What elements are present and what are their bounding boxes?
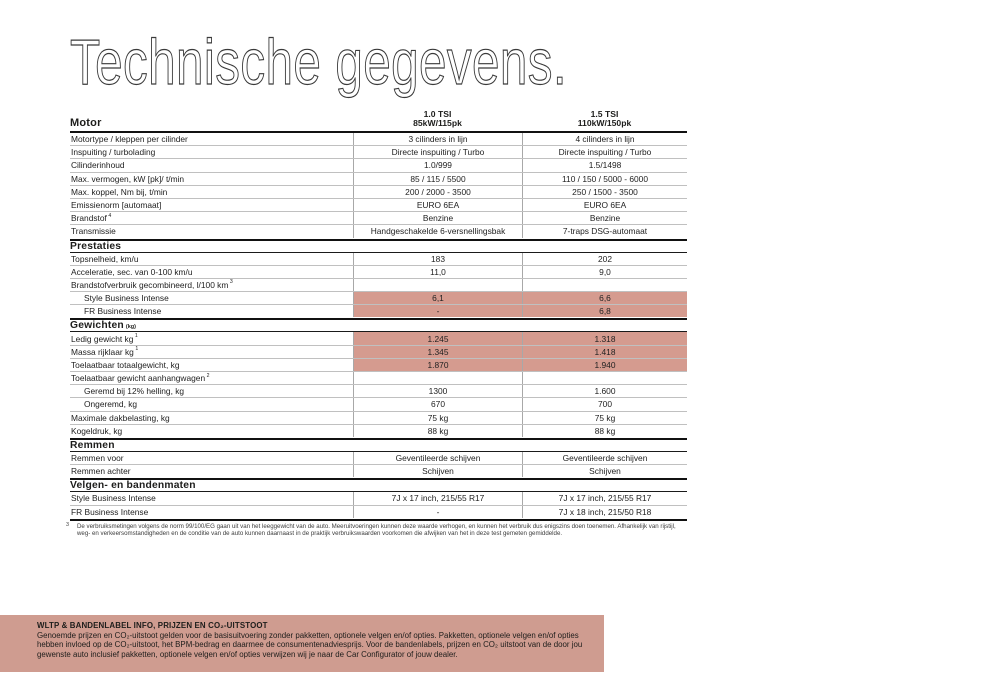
row-label-text: Toelaatbaar totaalgewicht, kg [71,359,180,370]
row-value: 4 cilinders in lijn [522,133,687,145]
row-label [70,292,353,304]
row-label-text: Topsnelheid, km/u [71,253,139,264]
table-row [70,385,687,398]
row-label [70,372,353,384]
row-label-text: Motortype / kleppen per cilinder [71,134,188,145]
row-label-text: Geremd bij 12% helling, kg [84,386,185,397]
wltp-info-box [0,615,604,672]
row-label-text: Max. vermogen, kW [pk]/ t/min [71,173,185,184]
section-header [70,478,687,492]
row-value: 1.418 [522,346,687,358]
row-label [70,173,353,185]
engine-2-name: 1.5 TSI [590,108,619,119]
row-value: 75 kg [353,412,522,424]
row-label [70,465,353,477]
table-row [70,305,687,318]
row-label [70,133,353,145]
row-value: 250 / 1500 - 3500 [522,186,687,198]
section-title: Motor [70,117,102,129]
row-value: - [353,305,522,317]
row-label [70,279,353,291]
row-value [522,372,687,384]
page-title [66,22,706,112]
row-value: 1.600 [522,385,687,397]
footnote-marker: 3 [229,279,233,286]
table-row [70,346,687,359]
footnote-marker: 1 [134,333,138,340]
row-value: Directe inspuiting / Turbo [353,146,522,158]
footnote-marker: 1 [135,346,139,353]
row-value: 1.940 [522,359,687,371]
row-value: 110 / 150 / 5000 - 6000 [522,173,687,185]
row-label-text: Brandstof [71,213,107,224]
row-label [70,506,353,518]
table-row [70,279,687,292]
row-label [70,253,353,265]
row-label-text: Remmen achter [71,466,131,477]
row-value: 7J x 17 inch, 215/55 R17 [522,492,687,504]
row-label-text: Brandstofverbruik gecombineerd, l/100 km [71,279,229,290]
row-value: EURO 6EA [522,199,687,211]
page-title-text: Technische gegevens. [70,26,567,98]
row-label [70,212,353,224]
row-value: 6,8 [522,305,687,317]
row-label-text: Maximale dakbelasting, kg [71,412,170,423]
table-row [70,398,687,411]
table-row [70,159,687,172]
table-row [70,186,687,199]
row-value: 7J x 18 inch, 215/50 R18 [522,506,687,518]
row-label [70,146,353,158]
row-value: 88 kg [353,425,522,437]
row-label-text: Acceleratie, sec. van 0-100 km/u [71,266,193,277]
table-row [70,253,687,266]
section-header [70,318,687,332]
row-value: 7-traps DSG-automaat [522,225,687,237]
row-label [70,266,353,278]
row-label-text: Transmissie [71,226,116,237]
row-label [70,159,353,171]
row-label-text: FR Business Intense [84,306,162,317]
row-label [70,492,353,504]
table-row [70,452,687,465]
table-row [70,266,687,279]
row-value: 200 / 2000 - 3500 [353,186,522,198]
row-value: 183 [353,253,522,265]
row-label [70,385,353,397]
table-row [70,425,687,438]
row-label-text: Massa rijklaar kg [71,346,134,357]
row-label-text: FR Business Intense [71,506,149,517]
row-value: Schijven [353,465,522,477]
row-label-text: Ledig gewicht kg [71,333,134,344]
row-value: 1.345 [353,346,522,358]
row-label-text: Kogeldruk, kg [71,425,123,436]
row-label-text: Toelaatbaar gewicht aanhangwagen [71,373,206,384]
row-value: Benzine [522,212,687,224]
section-title: Remmen [70,439,115,451]
row-label [70,186,353,198]
row-label [70,305,353,317]
row-value: - [353,506,522,518]
row-value: 670 [353,398,522,410]
footnote-marker: 2 [206,372,210,379]
row-value: 202 [522,253,687,265]
section-title: Prestaties [70,240,122,252]
row-label-text: Max. koppel, Nm bij, t/min [71,186,168,197]
engine-2-power: 110kW/150pk [577,118,632,129]
table-footnote [65,523,687,538]
row-label [70,225,353,237]
row-label [70,398,353,410]
row-value: 85 / 115 / 5500 [353,173,522,185]
footnote-text: De verbruiksmetingen volgens de norm 99/100/EG gaan uit van het leeggewicht van de auto. Meeruitvoeringen kunnen deze waarde verhogen, en kunnen het verbruik dus enigszins doen toenemen. Afhankelijk van rijstijl, weg- en verkeersomstandigheden en de conditie van de auto kunnen daarnaast in de praktijk verbruikswaarden voorkomen die afwijken van het in deze test gemeten gemiddelde. [77,522,676,538]
row-value: 1.0/999 [353,159,522,171]
section-title: Velgen- en bandenmaten [70,480,196,492]
engine-1-power: 85kW/115pk [413,118,462,129]
row-value: Schijven [522,465,687,477]
column-header-engine-2 [522,110,687,131]
row-label [70,425,353,437]
row-label-text: Emissienorm [automaat] [71,200,162,211]
row-value: 7J x 17 inch, 215/55 R17 [353,492,522,504]
row-label-text: Remmen voor [71,453,124,464]
table-row [70,359,687,372]
row-label [70,452,353,464]
section-title: Gewichten [70,320,124,332]
engine-1-name: 1.0 TSI [423,108,452,119]
table-row [70,225,687,238]
row-value: 1.245 [353,332,522,344]
row-value: 9,0 [522,266,687,278]
info-box-body: Genoemde prijzen en CO₂-uitstoot gelden voor de basisuitvoering zonder pakketten, optionele velgen en/of opties. Pakketten, optionele velgen en/of opties hebben invloed op de CO₂-uitstoot, het BPM-bedrag en daarmee de consumentenadviesprijs. Voor de bandenlabels, prijzen en CO₂ uitstoot van de door jou gewenste auto inclusief pakketten, optionele velgen en/of opties verwijzen wij je naar de Car Configurator of jouw dealer. [37,631,583,659]
row-label-text: Inspuiting / turbolading [71,147,156,158]
row-value: 3 cilinders in lijn [353,133,522,145]
row-label-text: Cilinderinhoud [71,160,125,171]
row-value: 1.5/1498 [522,159,687,171]
table-row [70,199,687,212]
row-label [70,332,353,344]
row-value [353,372,522,384]
footnote-marker: 4 [108,212,112,219]
row-value: Directe inspuiting / Turbo [522,146,687,158]
row-label-text: Style Business Intense [84,293,169,304]
row-value [522,279,687,291]
section-header [70,438,687,452]
row-label-text: Ongeremd, kg [84,399,138,410]
table-row [70,212,687,225]
table-row [70,173,687,186]
row-label [70,412,353,424]
row-value: 88 kg [522,425,687,437]
table-row [70,412,687,425]
table-row [70,465,687,478]
spec-table [66,106,687,538]
column-header-engine-1 [353,110,522,131]
table-row [70,292,687,305]
row-value: EURO 6EA [353,199,522,211]
table-row [70,133,687,146]
info-box-title: WLTP & BANDENLABEL INFO, PRIJZEN EN CO₂-UITSTOOT [37,621,268,630]
table-header [70,106,687,133]
row-value: 6,1 [353,292,522,304]
row-value: 11,0 [353,266,522,278]
row-value: 6,6 [522,292,687,304]
row-value: Handgeschakelde 6-versnellingsbak [353,225,522,237]
table-row [70,332,687,345]
row-value: 1300 [353,385,522,397]
row-value: 1.318 [522,332,687,344]
row-label-text: Style Business Intense [71,493,156,504]
section-title-suffix: (kg) [125,323,136,330]
row-value: Benzine [353,212,522,224]
column-header-motor [70,113,353,131]
table-row [70,506,687,519]
table-row [70,146,687,159]
row-value [353,279,522,291]
row-value: Geventileerde schijven [353,452,522,464]
table-row [70,492,687,505]
row-label [70,359,353,371]
table-body [70,133,687,521]
row-value: Geventileerde schijven [522,452,687,464]
row-value: 1.870 [353,359,522,371]
row-value: 700 [522,398,687,410]
footnote-marker: 3 [66,521,69,528]
section-header [70,239,687,253]
row-value: 75 kg [522,412,687,424]
table-row [70,372,687,385]
row-label [70,346,353,358]
row-label [70,199,353,211]
